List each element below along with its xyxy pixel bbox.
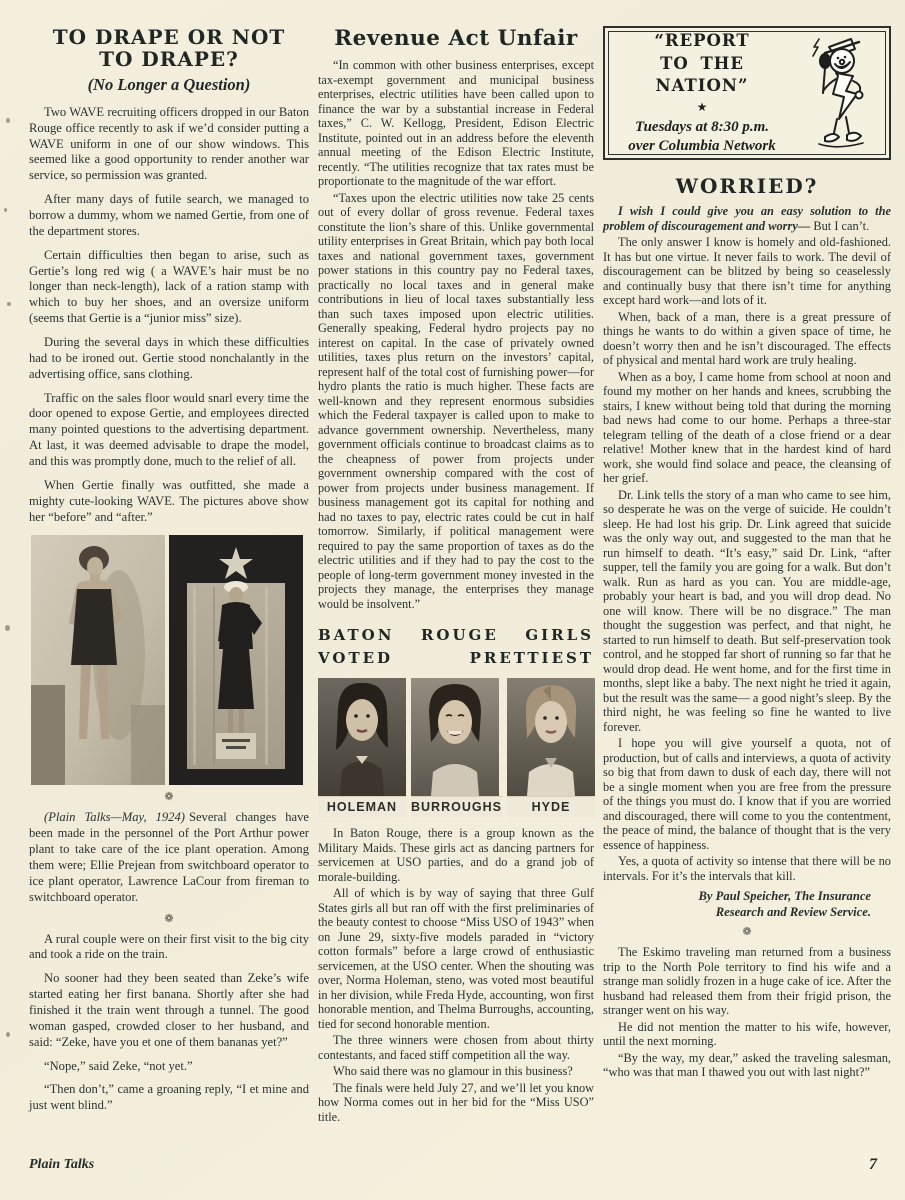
reddy-kilowatt-cartoon-icon	[789, 31, 885, 156]
byline-line: Research and Review Service.	[715, 904, 871, 919]
article-title-worried: WORRIED?	[675, 174, 819, 198]
title-line: BATON ROUGE GIRLS	[318, 626, 594, 644]
paragraph: Dr. Link tells the story of a man who came to see him, so desperate he was on the verge of suicide. He couldn’t sleep. He had lost his grip. Dr. Link agreed that suicide was the only way out, and suggested to the man that he run himself to death. “It’s easy,” said Dr. Link, “after supper, tell the family you are going for a walk. But don’t walk. Run as hard as you can. You are middle-age, probably your heart is bad, and you will drop dead. No one will know. There will be no disgrace.” The man thought the suggestion was perfect, and that night, he started to run himself to death. But self-preservation took control, and he stopped far short of running so far that he would drop dead. He went home, and for the first time in months, slept like a baby. The next night he tried it again, but the result was the same— a good night’s sleep. By the third night, he was feeling so fine he wanted to live forever.	[603, 487, 891, 734]
ad-text	[609, 30, 789, 155]
portrait-image	[411, 678, 499, 796]
left-column	[29, 26, 309, 1126]
paragraph: The three winners were chosen from about thirty contestants, and faced stiff competition all the way.	[318, 1033, 594, 1062]
lead-paragraph	[603, 204, 891, 233]
print-speck	[5, 625, 10, 631]
photo-label: BURROUGHS	[411, 796, 502, 817]
lead-rest-text: But I can’t.	[813, 218, 870, 233]
paragraph: In Baton Rouge, there is a group known as the Military Maids. These girls act as dancing partners for servicemen at USO parties, and do a grand job of morale-building.	[318, 826, 594, 884]
photo-gertie-before	[31, 535, 165, 785]
paragraph: I hope you will give yourself a quota, not of production, but of calls and interviews, a quota of activity so big that from dawn to dusk of each day, there will not be a single moment when you are free from the pressure of the things you must do. I know that if you are worried and discouraged, there will come to you the contentment, the peace of mind, the balance of thought that is the very essence of happiness.	[603, 736, 891, 852]
title-line: TO DRAPE?	[99, 47, 239, 72]
ornament-dingbat: ❁	[742, 926, 752, 939]
paragraph: A rural couple were on their first visit to the big city and took a ride on the train.	[29, 931, 309, 962]
paragraph: Two WAVE recruiting officers dropped in our Baton Rouge office recently to ask if we’d consider putting a WAVE uniform in one of our show windows. This seemed like a good opportunity to render another war service, so permission was granted.	[29, 104, 309, 183]
print-speck	[6, 1032, 10, 1037]
paragraph: Traffic on the sales floor would snarl every time the door opened to expose Gertie, and employees directed many pointed questions to the advertising department. At last, it was deemed advisable to drape the model, and this was promptly done, much to the relief of all.	[29, 390, 309, 468]
article-title-revenue: Revenue Act Unfair	[334, 26, 578, 51]
photo-label: HOLEMAN	[318, 796, 406, 817]
contest-winner-photos	[318, 678, 594, 817]
print-speck	[4, 208, 7, 212]
page-number: 7	[869, 1156, 877, 1173]
title-line: VOTED PRETTIEST	[318, 648, 594, 667]
paragraph: Certain difficulties then began to arise, such as Gertie’s long red wig ( a WAVE’s hair must be no longer than neck-length), lack of a ration stamp with which to buy her shoes, and an oversize uniform (seems that Gertie is a “junior miss” size).	[29, 247, 309, 326]
report-to-the-nation-ad	[603, 26, 891, 160]
paragraph: “Nope,” said Zeke, “not yet.”	[44, 1058, 193, 1073]
lead-italic-text: I wish I could give you an easy solution to the problem of discouragement and worry—	[603, 204, 891, 233]
byline	[603, 889, 885, 920]
ornament-dingbat: ❁	[164, 791, 174, 804]
portrait-image	[318, 678, 406, 796]
photo-gertie-after	[169, 535, 303, 785]
article-title-baton-rouge	[318, 624, 594, 669]
paragraph: The only answer I know is homely and old-fashioned. It has but one virtue. It never fails to work. The devil of discouragement can be blitzed by being so ceaselessly and continually busy that there isn’t time for anything except hard work—and lots of it.	[603, 235, 891, 307]
star-icon: ★	[696, 100, 708, 115]
paragraph: The Eskimo traveling man returned from a business trip to the North Pole territory to find his wife and a strange man solidly frozen in a huge cake of ice. After the husband had released them from their frigid prison, the stranger went on his way.	[603, 945, 891, 1018]
portrait-image	[507, 678, 595, 796]
ad-title-line: TO THE NATION”	[655, 53, 749, 95]
note-source: (Plain Talks—May, 1924)	[44, 810, 185, 825]
article-subtitle: (No Longer a Question)	[87, 74, 251, 94]
paragraph: No sooner had they been seated than Zeke’s wife started eating her first banana. Shortly after she had finished it the train went through a tunnel. The good woman gasped, crowded closer to her husband, and said: “Zeke, have you et one of them bananas yet?”	[29, 971, 309, 1049]
print-speck	[7, 302, 11, 306]
paragraph: “By the way, my dear,” asked the traveling salesman, “who was that man I thawed you out with last night?”	[603, 1050, 891, 1080]
print-speck	[6, 118, 10, 123]
photo-holeman	[318, 678, 406, 817]
photo-label: HYDE	[507, 796, 595, 817]
paragraph: Yes, a quota of activity so intense that there will be no intervals. For it’s the intervals that kill.	[603, 854, 891, 883]
title-line: TO DRAPE OR NOT	[52, 25, 286, 49]
middle-column	[318, 26, 594, 1126]
ad-schedule: Tuesdays at 8:30 p.m.	[634, 119, 770, 136]
footer-publication-title: Plain Talks	[29, 1157, 95, 1172]
paragraph: “Taxes upon the electric utilities now take 25 cents out of every dollar of gross revenue. Federal taxes constitute the lion’s share of this. Unlike governmental utility enterprises in Great Britain, which pay both local taxes and national government taxes, government power stations in this country pay no Federal taxes, practically no local taxes and in general make contributions in lieu of local taxes substantially less than such taxes imposed upon electric utilities. Generally speaking, Federal hydro projects pay no interest on capital. In the case of privately owned utilities, taxes plus return on the investors’ capital, represent half of the total cost of furnishing power—for hydro plants the ratio is much higher. These facts are well-known and they represent enormous subsidies which the Federal taxpayer is called upon to make to advance government ownership. Nevertheless, many government officials continue to broadcast claims as to the cheapness of power from projects under government ownership compared with the cost of power from projects under business management. If business management got its capital for nothing and had no taxes to pay, electric rates could be cut in half tomorrow. Similarly, if political management were required to pay the same proportion of taxes as do the electric utilities and if they had to pay the cost to the people of long-term government money invested in the projects they manage, the enterprises they manage would be insolvent.”	[318, 190, 594, 611]
paragraph: After many days of futile search, we managed to borrow a dummy, whom we named Gertie, from one of the department stores.	[29, 192, 309, 238]
photo-hyde	[507, 678, 595, 817]
paragraph: All of which is by way of saying that three Gulf States girls all but ran off with the first preliminaries of the beauty contest to choose “Miss USO of 1943” when on June 29, sixty-five models paraded in “victory cotton formals” before a large crowd of enthusiastic servicemen, at the USO center. When the shouting was over, Norma Holeman, steno, was voted most beautiful in her division, while Freda Hyde, accounting, won first honorable mention, and Thelma Burroughs, accounting, tied for second honorable mention.	[318, 886, 594, 1031]
paragraph: When, back of a man, there is a great pressure of things he wants to do within a given space of time, he doesn’t worry then and he isn’t discouraged. The effects of physical and mental hard work are truly healing.	[603, 309, 891, 367]
photo-burroughs	[411, 678, 502, 817]
note-text: Several changes have been made in the personnel of the Port Arthur power plant to take care of the ice plant operation. Among them were; Ellie Prejean from switchboard operator to ice plant operator, Lawrence LaCour from fireman to switchboard operator.	[29, 810, 309, 904]
paragraph: During the several days in which these difficulties had to be ironed out. Gertie stood nonchalantly in the advertising office, sans clothing.	[29, 334, 309, 381]
paragraph: He did not mention the matter to his wife, however, until the next morning.	[603, 1019, 891, 1049]
ad-network: over Columbia Network	[628, 137, 776, 154]
paragraph: “Then don’t,” came a groaning reply, “I et mine and just went blind.”	[29, 1082, 309, 1113]
right-column	[603, 26, 891, 1126]
article-title-drape	[29, 26, 309, 71]
ad-title-line: “REPORT	[654, 31, 750, 51]
paragraph: “In common with other business enterprises, except tax-exempt government and municipal business enterprises, electric utilities have been called upon to finance the war by a substantial increase in Federal taxes,” C. W. Kellogg, President, Edison Electric Institute, pointed out in an address before the eleventh annual meeting of the Edison Electric Institute, recently. “The utilities recognize that tax rates must be proportionate to the magnitude of the war effort.	[318, 58, 594, 188]
paragraph: Who said there was no glamour in this business?	[333, 1064, 573, 1078]
paragraph: When Gertie finally was outfitted, she made a mighty cute-looking WAVE. The pictures above show her “before” and “after.”	[29, 477, 309, 524]
ornament-dingbat: ❁	[164, 912, 174, 925]
paragraph: The finals were held July 27, and we’ll let you know how Norma comes out in her bid for the “Miss USO” title.	[318, 1080, 594, 1124]
drape-before-after-photos	[31, 535, 309, 785]
byline-line: By Paul Speicher, The Insurance	[698, 889, 871, 903]
note-paragraph	[29, 810, 309, 905]
paragraph: When as a boy, I came home from school at noon and found my mother on her hands and knees, scrubbing the stairs, I knew without being told that during the morning bad news had come to our home. Perhaps a three-star telegram telling of the death of a close friend or a dear relative! Mother knew that in the hardest kind of hard work, she would find solace and peace, the cleansing of her grief.	[603, 369, 891, 485]
